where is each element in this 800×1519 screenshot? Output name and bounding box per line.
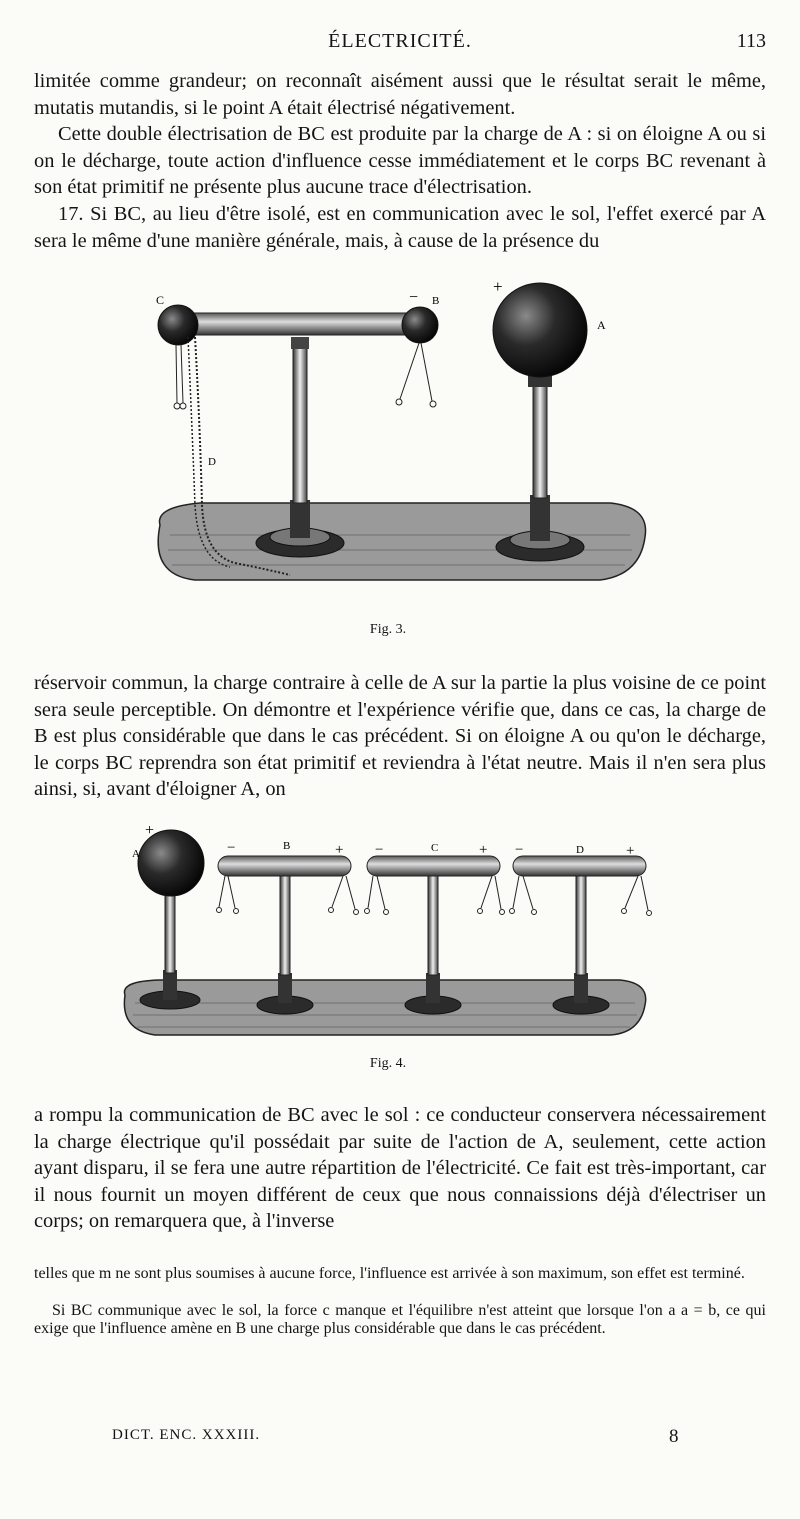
signature-mark: DICT. ENC. XXXIII.	[112, 1427, 261, 1443]
fig3-label-c: C	[156, 293, 165, 307]
fig4-label-c-plus: +	[479, 842, 488, 858]
paragraph-5: a rompu la communication de BC avec le sol : ce conducteur conservera nécessairement la charge électrique qu'il possédait par suite de l'action de A, seulement, cette action ayant disparu, il se fera une autre répartition de l'électricité. Ce fait est très-important, car il nous fournit un moyen différent de ceux que nous connaissions déjà d'électriser un corps; on remarquera que, à l'inverse	[34, 1104, 766, 1232]
paragraph-3: 17. Si BC, au lieu d'être isolé, est en communication avec le sol, l'effet exercé par A sera le même d'une manière générale, mais, à cause de la présence du	[34, 203, 766, 252]
fig3-label-d: D	[208, 456, 216, 468]
fig4-label-a: A	[132, 848, 140, 860]
signature-number: 8	[669, 1426, 679, 1447]
fig4-label-b-minus: −	[227, 840, 236, 856]
fig3-label-minus: −	[409, 289, 419, 306]
fig4-label-b: B	[283, 840, 291, 852]
figure-3-illustration	[140, 275, 660, 610]
figure-3-caption: Fig. 3.	[369, 622, 407, 637]
fig3-label-a: A	[597, 318, 606, 332]
figure-4-illustration	[115, 815, 655, 1040]
page-number: 113	[736, 30, 766, 52]
fig4-label-d: D	[576, 844, 584, 856]
running-header	[34, 30, 766, 58]
fig4-label-d-minus: −	[515, 842, 524, 858]
fig4-label-d-plus: +	[626, 843, 635, 859]
fig4-label-c-minus: −	[375, 842, 384, 858]
figure-4-caption: Fig. 4.	[369, 1056, 407, 1071]
fig3-label-b: B	[432, 295, 440, 307]
fig3-label-plus: +	[493, 277, 503, 296]
fig4-label-b-plus: +	[335, 842, 344, 858]
footnote-1: telles que m ne sont plus soumises à aucune force, l'influence est arrivée à son maximum, son effet est terminé.	[34, 1265, 745, 1282]
fig4-label-plus: +	[145, 822, 155, 839]
footnote-2: Si BC communique avec le sol, la force c manque et l'équilibre n'est atteint que lorsque l'on a a = b, ce qui exige que l'influence amène en B une charge plus considérable que dans le cas précédent.	[34, 1302, 766, 1337]
paragraph-2: Cette double électrisation de BC est produite par la charge de A : si on éloigne A ou si on le décharge, toute action d'influence cesse immédiatement et le corps BC revenant à son état primitif ne présente plus aucune trace d'électrisation.	[34, 123, 766, 198]
paragraph-1: limitée comme grandeur; on reconnaît aisément aussi que le résultat serait le même, mutatis mutandis, si le point A était électrisé négativement.	[34, 70, 766, 119]
paragraph-4: réservoir commun, la charge contraire à celle de A sur la partie la plus voisine de ce point sera seule perceptible. On démontre et l'expérience vérifie que, dans ce cas, la charge de B est plus considérable que dans le cas précédent. Si on éloigne A ou qu'on le décharge, le corps BC reprendra son état primitif et reviendra à l'état neutre. Mais il n'en sera plus ainsi, si, avant d'éloigner A, on	[34, 672, 766, 800]
running-title: ÉLECTRICITÉ.	[328, 30, 472, 52]
fig4-label-c: C	[431, 842, 439, 854]
